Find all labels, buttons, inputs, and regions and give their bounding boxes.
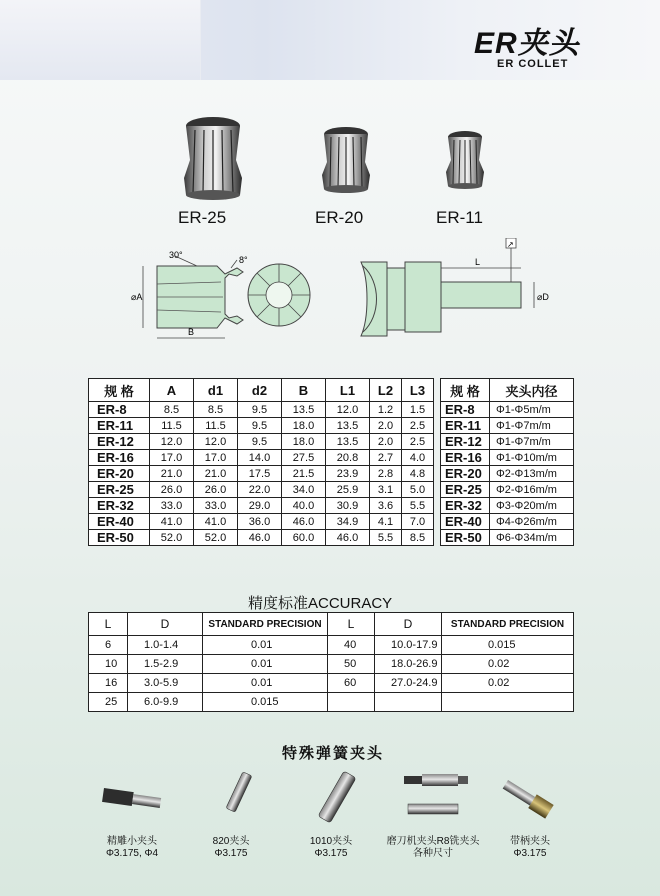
spec-cell: 46.0	[238, 530, 282, 546]
accuracy-cell: 0.015	[203, 693, 328, 712]
spec-cell: 18.0	[282, 434, 326, 450]
collet-holder-view	[361, 238, 534, 336]
accuracy-cell	[442, 693, 574, 712]
inner-cell: ER-16	[441, 450, 490, 466]
accuracy-table	[88, 612, 574, 712]
inner-cell: ER-25	[441, 482, 490, 498]
spec-cell: 33.0	[150, 498, 194, 514]
accuracy-cell: 1.0-1.4	[128, 636, 203, 655]
spec-cell: 12.0	[326, 402, 370, 418]
spec-table-row	[89, 450, 434, 466]
accuracy-cell: 6.0-9.9	[128, 693, 203, 712]
inner-cell: Φ2-Φ16m/m	[490, 482, 574, 498]
spec-cell: 8.5	[194, 402, 238, 418]
inner-table-row	[441, 450, 574, 466]
accuracy-cell: 0.01	[203, 636, 328, 655]
spec-cell: 41.0	[194, 514, 238, 530]
spec-cell: 5.5	[370, 530, 402, 546]
spec-cell: 5.0	[401, 482, 433, 498]
spec-cell: 23.9	[326, 466, 370, 482]
spec-table-row	[89, 530, 434, 546]
acc-header-cell: D	[375, 613, 442, 636]
spec-cell: 13.5	[326, 434, 370, 450]
spec-table-row	[89, 434, 434, 450]
spec-cell: 34.9	[326, 514, 370, 530]
spec-cell: ER-50	[89, 530, 150, 546]
spec-table-row	[89, 514, 434, 530]
technical-drawing	[125, 238, 565, 358]
spec-cell: 9.5	[238, 418, 282, 434]
spec-cell: 13.5	[282, 402, 326, 418]
inner-cell: Φ3-Φ20m/m	[490, 498, 574, 514]
accuracy-cell: 0.01	[203, 655, 328, 674]
spec-cell: ER-25	[89, 482, 150, 498]
accuracy-cell: 1.5-2.9	[128, 655, 203, 674]
accuracy-cell: 27.0-24.9	[375, 674, 442, 693]
dim-b-label: B	[188, 327, 195, 337]
page-subtitle: ER COLLET	[497, 58, 569, 70]
accuracy-cell: 40	[328, 636, 375, 655]
inner-cell: Φ6-Φ34m/m	[490, 530, 574, 546]
header-panel	[0, 0, 201, 80]
caption-er11: ER-11	[436, 208, 483, 227]
angle-8-label: 8°	[239, 255, 248, 265]
spec-cell: ER-11	[89, 418, 150, 434]
spec-cell: 4.0	[401, 450, 433, 466]
spec-cell: 4.1	[370, 514, 402, 530]
inner-cell: ER-11	[441, 418, 490, 434]
special-image-grinder-r8	[404, 774, 468, 814]
inner-cell: Φ1-Φ10m/m	[490, 450, 574, 466]
gdt-symbol: ↗	[507, 240, 514, 249]
spec-cell: 8.5	[401, 530, 433, 546]
spec-cell: 52.0	[150, 530, 194, 546]
spec-header-cell: L3	[401, 379, 433, 402]
special-image-1010	[318, 771, 356, 823]
inner-table-row	[441, 498, 574, 514]
spec-cell: 2.5	[401, 418, 433, 434]
accuracy-title: 精度标准ACCURACY	[248, 595, 393, 612]
inner-table-row	[441, 434, 574, 450]
spec-cell: ER-32	[89, 498, 150, 514]
acc-header-cell: L	[328, 613, 375, 636]
accuracy-table-row	[89, 693, 574, 712]
inner-cell: Φ1-Φ7m/m	[490, 434, 574, 450]
accuracy-table-body	[89, 636, 574, 712]
spec-cell: 46.0	[326, 530, 370, 546]
spec-cell: 36.0	[238, 514, 282, 530]
accuracy-cell: 16	[89, 674, 128, 693]
inner-cell: ER-50	[441, 530, 490, 546]
accuracy-table-row	[89, 636, 574, 655]
special-caption-engraving	[92, 836, 172, 860]
inner-table-header	[441, 379, 574, 402]
spec-table-body	[89, 402, 434, 546]
inner-cell: Φ2-Φ13m/m	[490, 466, 574, 482]
accuracy-cell: 10	[89, 655, 128, 674]
spec-table-row	[89, 482, 434, 498]
spec-cell: 3.6	[370, 498, 402, 514]
special-image-820	[226, 772, 252, 812]
spec-cell: 21.5	[282, 466, 326, 482]
special-collet-images	[0, 766, 660, 836]
spec-cell: 21.0	[150, 466, 194, 482]
accuracy-cell: 18.0-26.9	[375, 655, 442, 674]
spec-table	[88, 378, 434, 546]
spec-header-cell: L1	[326, 379, 370, 402]
spec-cell: 2.7	[370, 450, 402, 466]
inner-cell: ER-12	[441, 434, 490, 450]
special-image-shank	[501, 777, 554, 818]
accuracy-cell: 0.02	[442, 674, 574, 693]
inner-table-row	[441, 514, 574, 530]
accuracy-cell: 0.02	[442, 655, 574, 674]
accuracy-table-header	[89, 613, 574, 636]
special-caption-line: 1010夹头	[309, 836, 353, 847]
collet-side-view	[143, 256, 243, 338]
acc-header-cell: D	[128, 613, 203, 636]
spec-cell: 12.0	[194, 434, 238, 450]
inner-table-row	[441, 530, 574, 546]
spec-cell: 22.0	[238, 482, 282, 498]
spec-cell: 29.0	[238, 498, 282, 514]
spec-cell: 3.1	[370, 482, 402, 498]
special-caption-grinder	[378, 836, 488, 860]
special-caption-820	[196, 836, 266, 860]
accuracy-table-row	[89, 655, 574, 674]
special-caption-shank	[500, 836, 560, 860]
spec-cell: 12.0	[150, 434, 194, 450]
special-caption-line: 各种尺寸	[413, 848, 453, 859]
spec-cell: 20.8	[326, 450, 370, 466]
special-caption-line: Φ3.175	[314, 848, 348, 859]
spec-cell: 21.0	[194, 466, 238, 482]
inner-cell: ER-40	[441, 514, 490, 530]
inner-cell: ER-32	[441, 498, 490, 514]
accuracy-cell: 25	[89, 693, 128, 712]
inner-table-row	[441, 402, 574, 418]
spec-cell: ER-40	[89, 514, 150, 530]
inner-table-row	[441, 418, 574, 434]
special-image-engraving	[102, 788, 161, 810]
spec-cell: 52.0	[194, 530, 238, 546]
special-caption-line: Φ3.175	[513, 848, 547, 859]
spec-cell: ER-8	[89, 402, 150, 418]
spec-cell: 2.0	[370, 434, 402, 450]
spec-cell: 60.0	[282, 530, 326, 546]
accuracy-cell	[328, 693, 375, 712]
spec-cell: 26.0	[194, 482, 238, 498]
spec-cell: 9.5	[238, 434, 282, 450]
accuracy-cell: 0.015	[442, 636, 574, 655]
spec-cell: 11.5	[194, 418, 238, 434]
spec-cell: 34.0	[282, 482, 326, 498]
spec-header-cell: 规 格	[89, 379, 150, 402]
accuracy-cell: 6	[89, 636, 128, 655]
spec-table-header	[89, 379, 434, 402]
spec-cell: 2.0	[370, 418, 402, 434]
spec-header-cell: B	[282, 379, 326, 402]
spec-cell: 17.0	[194, 450, 238, 466]
spec-cell: 5.5	[401, 498, 433, 514]
spec-cell: 30.9	[326, 498, 370, 514]
spec-cell: 7.0	[401, 514, 433, 530]
spec-cell: ER-16	[89, 450, 150, 466]
dim-d-label: ⌀D	[537, 292, 549, 302]
special-caption-line: 带柄夹头	[510, 836, 550, 847]
accuracy-table-row	[89, 674, 574, 693]
collet-er20-image	[322, 127, 370, 193]
caption-er20: ER-20	[315, 208, 364, 227]
inner-diameter-table	[440, 378, 574, 546]
spec-cell: 25.9	[326, 482, 370, 498]
special-caption-1010	[296, 836, 366, 860]
collet-er11-image	[446, 131, 484, 189]
collet-end-view	[248, 264, 310, 326]
dim-a-label: ⌀A	[131, 292, 143, 302]
accuracy-cell: 50	[328, 655, 375, 674]
spec-cell: 17.0	[150, 450, 194, 466]
accuracy-cell	[375, 693, 442, 712]
acc-header-cell: STANDARD PRECISION	[442, 613, 574, 636]
spec-table-row	[89, 402, 434, 418]
accuracy-cell: 3.0-5.9	[128, 674, 203, 693]
spec-cell: ER-20	[89, 466, 150, 482]
inner-header-cell: 夹头内径	[490, 379, 574, 402]
accuracy-cell: 10.0-17.9	[375, 636, 442, 655]
special-caption-line: 820夹头	[212, 836, 250, 847]
spec-cell: 8.5	[150, 402, 194, 418]
accuracy-cell: 0.01	[203, 674, 328, 693]
spec-header-cell: d1	[194, 379, 238, 402]
special-caption-line: 精雕小夹头	[107, 836, 157, 847]
accuracy-cell: 60	[328, 674, 375, 693]
inner-cell: Φ1-Φ5m/m	[490, 402, 574, 418]
inner-cell: Φ4-Φ26m/m	[490, 514, 574, 530]
inner-cell: ER-20	[441, 466, 490, 482]
collet-er25-image	[184, 117, 242, 200]
angle-30-label: 30°	[169, 250, 183, 260]
spec-cell: 14.0	[238, 450, 282, 466]
spec-cell: 17.5	[238, 466, 282, 482]
inner-cell: Φ1-Φ7m/m	[490, 418, 574, 434]
inner-table-body	[441, 402, 574, 546]
special-caption-line: 磨刀机夹头R8铣夹头	[386, 836, 480, 847]
spec-cell: 9.5	[238, 402, 282, 418]
page-title: ER夹头	[474, 27, 580, 60]
spec-cell: 26.0	[150, 482, 194, 498]
special-caption-line: Φ3.175, Φ4	[105, 848, 159, 859]
spec-cell: 40.0	[282, 498, 326, 514]
spec-table-row	[89, 466, 434, 482]
special-caption-line: Φ3.175	[214, 848, 248, 859]
spec-cell: 1.2	[370, 402, 402, 418]
spec-cell: 4.8	[401, 466, 433, 482]
spec-cell: ER-12	[89, 434, 150, 450]
spec-cell: 2.8	[370, 466, 402, 482]
inner-table-row	[441, 466, 574, 482]
acc-header-cell: STANDARD PRECISION	[203, 613, 328, 636]
spec-cell: 11.5	[150, 418, 194, 434]
spec-cell: 18.0	[282, 418, 326, 434]
caption-er25: ER-25	[178, 208, 227, 227]
spec-table-row	[89, 498, 434, 514]
inner-table-row	[441, 482, 574, 498]
spec-cell: 33.0	[194, 498, 238, 514]
dim-l-label: L	[475, 257, 481, 267]
spec-header-cell: d2	[238, 379, 282, 402]
inner-cell: ER-8	[441, 402, 490, 418]
acc-header-cell: L	[89, 613, 128, 636]
spec-header-cell: L2	[370, 379, 402, 402]
special-collets-title: 特殊弹簧夹头	[282, 745, 385, 762]
spec-cell: 41.0	[150, 514, 194, 530]
spec-cell: 13.5	[326, 418, 370, 434]
spec-cell: 2.5	[401, 434, 433, 450]
spec-cell: 1.5	[401, 402, 433, 418]
spec-header-cell: A	[150, 379, 194, 402]
inner-header-cell: 规 格	[441, 379, 490, 402]
spec-cell: 46.0	[282, 514, 326, 530]
spec-table-row	[89, 418, 434, 434]
spec-cell: 27.5	[282, 450, 326, 466]
